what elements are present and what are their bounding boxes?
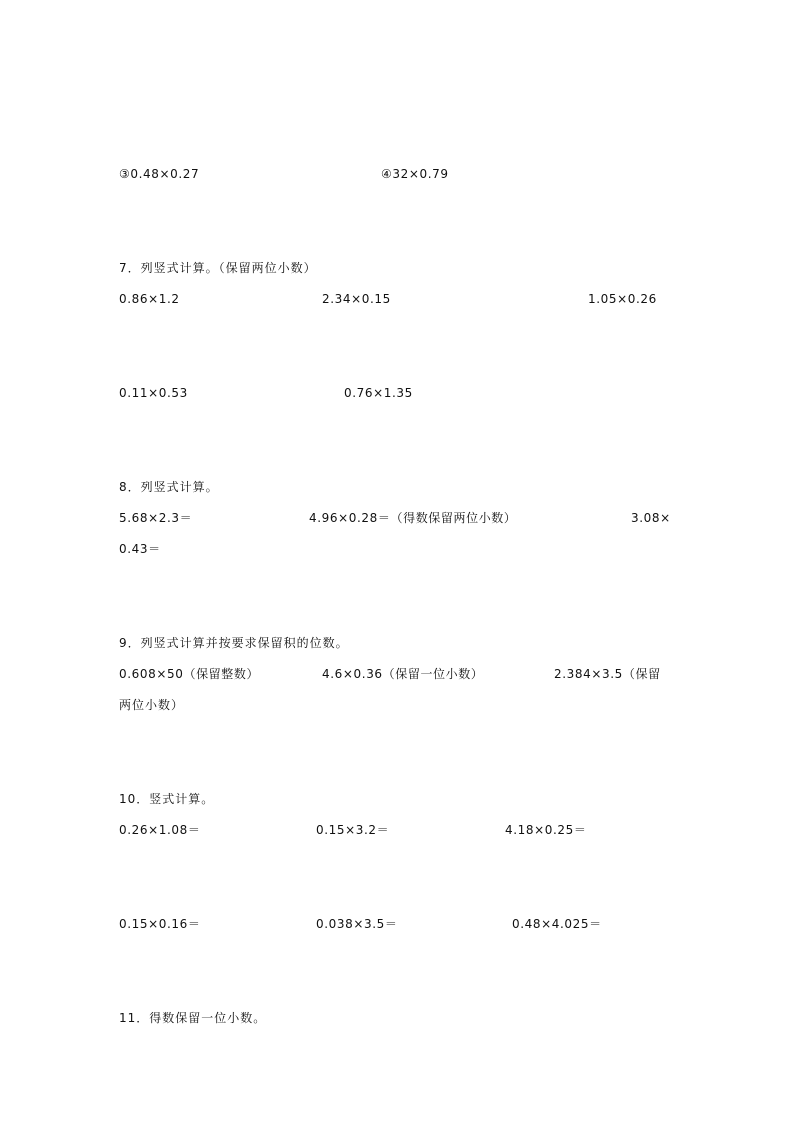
problem-4: ④32×0.79 [381, 167, 449, 181]
q8-row-2 [0, 539, 794, 559]
q10-problem-1: 0.26×1.08＝ [119, 823, 201, 837]
q7-heading [0, 258, 794, 278]
q8-problem-2: 4.96×0.28＝（得数保留两位小数） [309, 511, 517, 525]
q7-title: 7．列竖式计算。（保留两位小数） [119, 261, 317, 275]
q9-heading [0, 633, 794, 653]
q7-row-2 [0, 383, 794, 403]
q7-row-1 [0, 289, 794, 309]
q7-problem-3: 1.05×0.26 [588, 292, 657, 306]
q8-row-1 [0, 508, 794, 528]
prev-problems-row [0, 164, 794, 184]
q9-row-1 [0, 664, 794, 684]
q10-title: 10．竖式计算。 [119, 792, 215, 806]
q10-problem-5: 0.038×3.5＝ [316, 917, 398, 931]
q9-problem-2: 4.6×0.36（保留一位小数） [322, 667, 484, 681]
q7-problem-1: 0.86×1.2 [119, 292, 180, 306]
q10-problem-4: 0.15×0.16＝ [119, 917, 201, 931]
q8-problem-3-end: 0.43＝ [119, 542, 161, 556]
q10-row-2 [0, 914, 794, 934]
q11-heading [0, 1008, 794, 1028]
q9-title: 9．列竖式计算并按要求保留积的位数。 [119, 636, 349, 650]
q9-problem-1: 0.608×50（保留整数） [119, 667, 260, 681]
q9-problem-3-end: 两位小数） [119, 698, 185, 712]
q9-row-2 [0, 695, 794, 715]
q11-title: 11．得数保留一位小数。 [119, 1011, 267, 1025]
q10-heading [0, 789, 794, 809]
q8-problem-1: 5.68×2.3＝ [119, 511, 193, 525]
q8-heading [0, 477, 794, 497]
q9-problem-3-start: 2.384×3.5（保留 [554, 667, 661, 681]
q8-title: 8．列竖式计算。 [119, 480, 219, 494]
q7-problem-2: 2.34×0.15 [322, 292, 391, 306]
q10-problem-2: 0.15×3.2＝ [316, 823, 390, 837]
problem-3: ③0.48×0.27 [119, 167, 200, 181]
q7-problem-4: 0.11×0.53 [119, 386, 188, 400]
q10-problem-6: 0.48×4.025＝ [512, 917, 602, 931]
q10-row-1 [0, 820, 794, 840]
q8-problem-3-start: 3.08× [631, 511, 671, 525]
q10-problem-3: 4.18×0.25＝ [505, 823, 587, 837]
q7-problem-5: 0.76×1.35 [344, 386, 413, 400]
